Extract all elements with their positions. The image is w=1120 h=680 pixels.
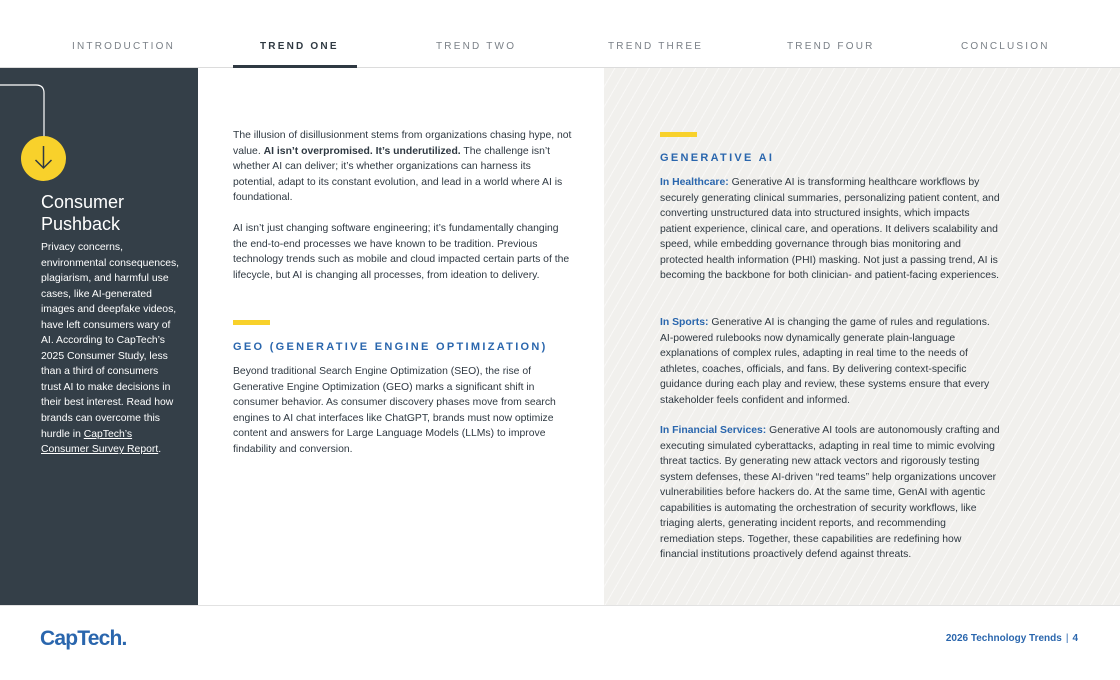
captech-logo[interactable]: CapTech. [40,627,127,650]
tab-conclusion[interactable]: CONCLUSION [961,41,1050,52]
tab-trend-one[interactable]: TREND ONE [260,41,339,52]
footer-divider [0,605,1120,606]
geo-paragraph: Beyond traditional Search Engine Optimization (SEO), the rise of Generative Engine Optimization (GEO) marks a significant shift in consumer behavior. As consumer discovery phases move from search engines to AI chat interfaces like ChatGPT, brands must now optimize content and answers for Large Language Models (LLMs) to improve findability and conversion. [233,366,556,455]
sidebar-body: Privacy concerns, environmental consequences, plagiarism, and harmful use cases, like AI-generated images and deepfake videos, have left consumers wary of AI. According to CapTech’s 2025 Consumer Study, less than a third of consumers trust AI to make decisions in their best interest. Read how brands can overcome this hurdle in CapTech’s Consumer Survey Report. [41,242,180,456]
top-nav [0,0,1120,68]
healthcare-paragraph: In Healthcare: Generative AI is transforming healthcare workflows by securely generating clinical summaries, personalizing patient content, and converting unstructured data into structured insights, which impacts patient experience, clinical care, and operations. It delivers scalability and speed, while embedding governance through bias monitoring and protected health information (PHI) masking. Not just a passing trend, AI is becoming the backbone for both clinician- and patient-facing experiences. [660,177,1000,282]
geo-accent-bar [233,320,270,325]
consumer-survey-report-link[interactable]: CapTech’s Consumer Survey Report [41,428,159,456]
tab-trend-three[interactable]: TREND THREE [608,41,704,52]
tab-trend-two[interactable]: TREND TWO [436,41,517,52]
tab-trend-four[interactable]: TREND FOUR [787,41,875,52]
arrow-down-icon [21,136,66,181]
sidebar-callout [0,68,198,605]
tab-introduction[interactable]: INTRODUCTION [72,41,176,52]
sports-paragraph: In Sports: Generative AI is changing the game of rules and regulations. AI-powered rulebooks now dynamically generate plain-language explanations of complex rules, adapting in real time to the needs of athletes, coaches, officials, and fans. By delivering context-specific guidance during each play and review, these systems ensure that every stakeholder feels confident and informed. [660,317,990,406]
genai-heading: GENERATIVE AI [660,152,775,164]
page-number: 4 [1072,633,1078,644]
process-paragraph: AI isn’t just changing software engineering; it’s fundamentally changing the end-to-end processes we have known to be tradition. Previous technology trends such as mobile and cloud impacted certain parts of the lifecycle, but AI is changing all processes, from ideation to delivery. [233,223,570,281]
financial-services-paragraph: In Financial Services: Generative AI tools are autonomously crafting and executing simulated cyberattacks, adapting in real time to mimic evolving threat tactics. By generating new attack vectors and rigorously testing system defenses, these AI-driven “red teams” help organizations uncover vulnerabilities before hackers do. At the same time, GenAI with agentic capabilities is automating the orchestration of security workflows, like triaging alerts, generating incident reports, and recommending remediation steps. Together, these capabilities are redefining how financial institutions proactively defend against threats. [660,425,1000,561]
sidebar-title: Consumer Pushback [41,192,125,234]
active-tab-indicator [233,65,357,68]
genai-accent-bar [660,132,697,137]
footer-page-info: 2026 Technology Trends | 4 [945,633,1078,644]
geo-heading: GEO (GENERATIVE ENGINE OPTIMIZATION) [233,341,548,353]
intro-paragraph: The illusion of disillusionment stems from organizations chasing hype, not value. AI isn’t overpromised. It’s underutilized. The challenge isn’t whether AI can deliver; it’s whether organizations can harness its potential, adapt to its constant evolution, and lead in a world where AI is foundational. [233,130,572,204]
